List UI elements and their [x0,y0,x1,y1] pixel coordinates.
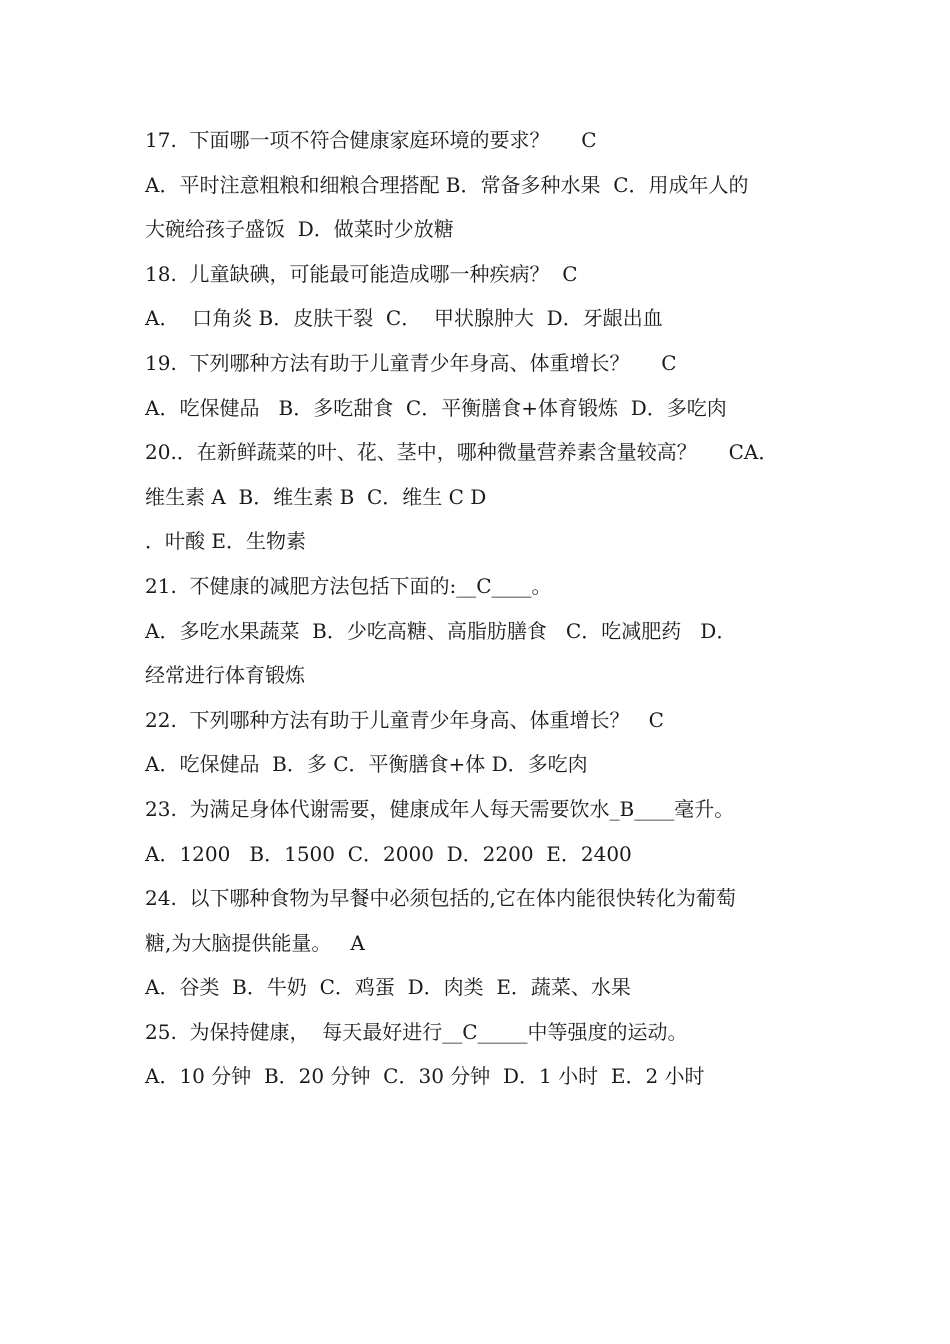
question-18-options: A． 口角炎 B．皮肤干裂 C． 甲状腺肿大 D．牙龈出血 [145,306,663,331]
question-17: 17. 下面哪一项不符合健康家庭环境的要求？ C [145,128,597,152]
question-21: 21. 不健康的减肥方法包括下面的:__C____。 [145,573,552,598]
question-18: 18. 儿童缺碘，可能最可能造成哪一种疾病？ C [145,261,578,286]
question-20-options: 维生素 A B．维生素 B C．维生 C D [145,484,487,509]
question-17-options: A．平时注意粗粮和细粮合理搭配 B．常备多种水果 C．用成年人的 [145,172,749,197]
question-list [145,118,815,1099]
question-20: 20.．在新鲜蔬菜的叶、花、茎中，哪种微量营养素含量较高？ CA． [145,440,779,465]
question-19: 19. 下列哪种方法有助于儿童青少年身高、体重增长？ C [145,350,677,375]
question-19-options: A．吃保健品 B．多吃甜食 C．平衡膳食+体育锻炼 D．多吃肉 [145,395,727,420]
question-17-options-cont: 大碗给孩子盛饭 D．做菜时少放糖 [145,217,454,242]
question-25-options: A．10 分钟 B．20 分钟 C．30 分钟 D．1 小时 E．2 小时 [145,1064,705,1089]
question-25: 25. 为保持健康， 每天最好进行__C_____中等强度的运动。 [145,1019,688,1044]
question-22: 22. 下列哪种方法有助于儿童青少年身高、体重增长？ C [145,707,664,732]
question-24-options: A．谷类 B．牛奶 C．鸡蛋 D．肉类 E．蔬菜、水果 [145,975,631,1000]
question-21-options-cont: 经常进行体育锻炼 [145,663,305,688]
question-24-cont: 糖,为大脑提供能量。 A [145,930,365,955]
question-23: 23. 为满足身体代谢需要，健康成年人每天需要饮水_B____毫升。 [145,796,735,821]
question-20-options-cont: ．叶酸 E．生物素 [145,529,306,554]
question-23-options: A．1200 B．1500 C．2000 D．2200 E．2400 [145,841,632,866]
question-21-options: A．多吃水果蔬菜 B．少吃高糖、高脂肪膳食 C．吃减肥药 D． [145,618,737,643]
question-22-options: A．吃保健品 B．多 C．平衡膳食+体 D．多吃肉 [145,752,588,777]
question-24: 24. 以下哪种食物为早餐中必须包括的,它在体内能很快转化为葡萄 [145,886,736,911]
